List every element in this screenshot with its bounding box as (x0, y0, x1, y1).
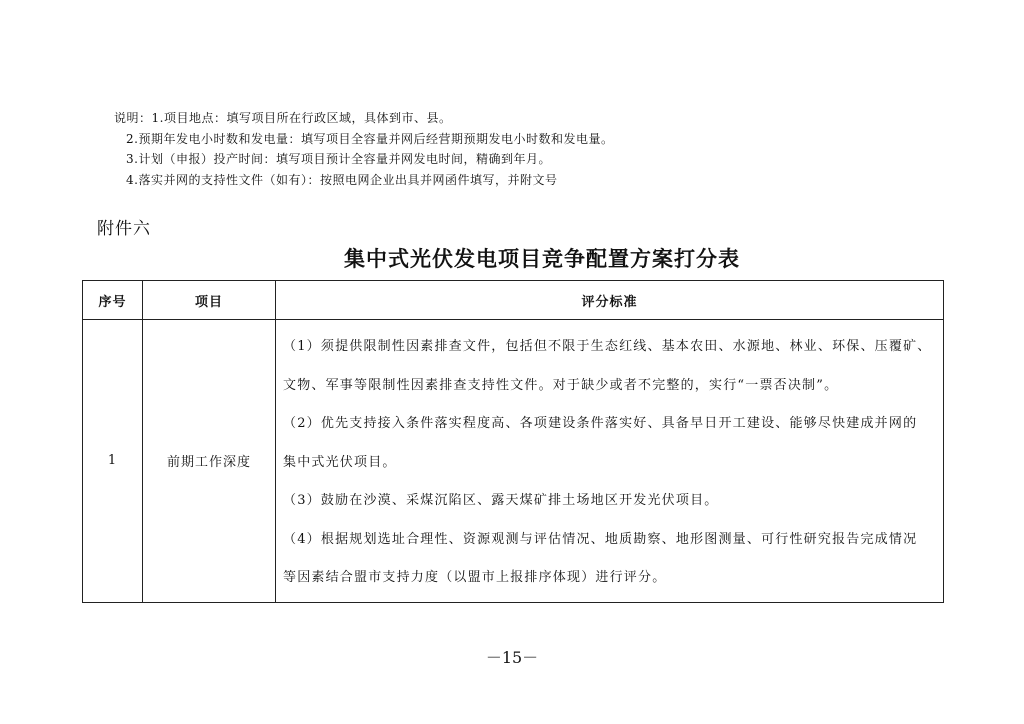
page-number: －15－ (485, 648, 539, 667)
criteria-line: 等因素结合盟市支持力度（以盟市上报排序体现）进行评分。 (283, 570, 667, 585)
row-item: 前期工作深度 (143, 320, 276, 603)
table-row (83, 320, 944, 603)
scoring-table (82, 280, 944, 603)
note-line-3: 3.计划（申报）投产时间：填写项目预计全容量并网发电时间，精确到年月。 (126, 152, 551, 166)
criteria-line: （1）须提供限制性因素排查文件，包括但不限于生态红线、基本农田、水源地、林业、环保、压覆矿、 (283, 339, 932, 354)
header-item: 项目 (143, 281, 276, 320)
criteria-line: （4）根据规划选址合理性、资源观测与评估情况、地质勘察、地形图测量、可行性研究报告完成情况 (283, 531, 918, 547)
criteria-line: 文物、军事等限制性因素排查支持性文件。对于缺少或者不完整的，实行“一票否决制”。 (283, 377, 839, 393)
criteria-line: 集中式光伏项目。 (283, 454, 397, 470)
appendix-label: 附件六 (97, 219, 151, 239)
row-criteria (276, 320, 944, 603)
criteria-line: （2）优先支持接入条件落实程度高、各项建设条件落实好、具备早日开工建设、能够尽快建成并网的 (283, 416, 918, 431)
document-title: 集中式光伏发电项目竞争配置方案打分表 (344, 246, 740, 271)
header-criteria: 评分标准 (276, 281, 944, 320)
note-line-4: 4.落实并网的支持性文件（如有）：按照电网企业出具并网函件填写，并附文号 (126, 172, 558, 187)
table-header-row (83, 281, 944, 320)
notes-block (114, 108, 613, 190)
criteria-line: （3）鼓励在沙漠、采煤沉陷区、露天煤矿排土场地区开发光伏项目。 (283, 493, 719, 508)
row-seq: 1 (83, 320, 143, 603)
note-line-2: 2.预期年发电小时数和发电量：填写项目全容量并网后经营期预期发电小时数和发电量。 (126, 131, 614, 146)
note-line-1: 说明：1.项目地点：填写项目所在行政区域，具体到市、县。 (114, 111, 452, 125)
header-seq: 序号 (83, 281, 143, 320)
